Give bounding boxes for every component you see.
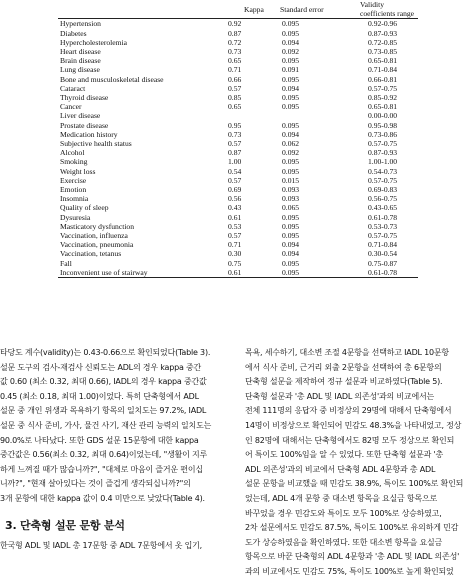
text-line: 타당도 계수(validity)는 0.43-0.66으로 확인되었다(Table 3).: [0, 348, 211, 357]
table-row: [58, 102, 418, 111]
row-label: Diabetes: [60, 28, 87, 38]
kappa-value: 0.92: [228, 19, 242, 29]
table-row: [58, 167, 418, 176]
standard-error-value: 0.095: [280, 268, 356, 278]
validity-range-value: 1.00-1.00: [368, 157, 398, 167]
table-row: [58, 176, 418, 185]
table-row: [58, 185, 418, 194]
text-line: 설문 도구의 검사-재검사 신뢰도는 ADL의 경우 kappa 중간: [0, 362, 202, 372]
kappa-value: 0.69: [228, 185, 242, 195]
table-row: [58, 231, 418, 240]
table-row: [58, 157, 418, 166]
validity-range-value: 0.72-0.85: [368, 37, 398, 47]
kappa-value: 0.95: [228, 120, 242, 130]
validity-range-value: 0.95-0.98: [368, 120, 398, 130]
table-row: [58, 203, 418, 212]
standard-error-value: 0.095: [282, 74, 300, 84]
validity-range-value: 0.30-0.54: [368, 249, 398, 259]
table-row: [58, 121, 418, 130]
kappa-value: 0.73: [228, 129, 242, 139]
validity-range-value: 0.75-0.87: [368, 258, 398, 268]
kappa-value: 0.57: [228, 231, 242, 241]
standard-error-value: 0.062: [282, 139, 300, 149]
kappa-value: 0.73: [228, 47, 242, 57]
validity-range-value: 0.71-0.84: [368, 65, 398, 75]
validity-table-container: [58, 0, 418, 278]
text-line: 값 0.60 (최소 0.32, 최대 0.66), IADL의 경우 kappa 중간값: [0, 377, 207, 387]
header-item: [58, 0, 226, 19]
kappa-value: [226, 111, 280, 120]
kappa-value: 0.87: [228, 28, 242, 38]
kappa-value: 0.30: [228, 249, 242, 259]
text-line: 인 82명에 대해서는 단축형에서도 82명 모두 정상으로 확인되: [245, 435, 455, 445]
text-line: 90.0%로 나타났다. 또한 GDS 설문 15문항에 대한 kappa: [0, 435, 199, 445]
validity-range-value: 0.65-0.81: [368, 102, 398, 112]
text-line: 단축형 설문을 제작하여 정규 설문과 비교하였다(Table 5).: [245, 377, 443, 387]
validity-range-value: 0.65-0.81: [368, 56, 398, 66]
table-row: [58, 259, 418, 268]
validity-range-value: 0.92-0.96: [368, 19, 398, 29]
standard-error-value: 0.092: [282, 148, 300, 158]
row-label: Smoking: [60, 157, 88, 167]
standard-error-value: 0.095: [282, 212, 300, 222]
text-line: 설문 중 개인 위생과 목욕하기 항목의 일치도는 97.2%, IADL: [0, 406, 207, 416]
kappa-value: 0.72: [228, 37, 242, 47]
table-row: [58, 75, 418, 84]
right-paragraph: [245, 346, 471, 580]
row-label: Hypercholesterolemia: [60, 37, 128, 47]
text-line: 니까?", "현재 살아있다는 것이 즐겁게 생각되십니까?"의: [0, 479, 191, 489]
kappa-value: 0.53: [228, 221, 242, 231]
kappa-value: 0.61: [226, 268, 280, 278]
standard-error-value: 0.095: [282, 56, 300, 66]
row-label: Masticatory dysfunction: [60, 221, 135, 231]
validity-range-value: 0.61-0.78: [368, 212, 398, 222]
validity-range-value: 0.73-0.85: [368, 47, 398, 57]
standard-error-value: 0.094: [282, 249, 300, 259]
row-label: Quality of sleep: [60, 203, 109, 213]
text-line: ADL 의존성'과의 비교에서 단축형 ADL 4문항과 총 ADL: [245, 464, 436, 474]
row-label: Vaccination, influenza: [60, 231, 128, 241]
row-label: Alcohol: [60, 148, 85, 158]
text-line: 과의 비교에서도 민감도 75%, 특이도 100%로 높게 확인되었: [245, 566, 454, 576]
header-standard-error: Standard error: [280, 0, 356, 19]
kappa-value: 0.66: [228, 74, 242, 84]
kappa-value: 0.57: [228, 175, 242, 185]
kappa-value: 0.71: [228, 65, 242, 75]
text-line: 목욕, 세수하기, 대소변 조절 4문항을 선택하고 IADL 10문항: [245, 348, 449, 357]
header-validity-range: Validity coefficients range: [356, 0, 418, 19]
table-row: [58, 130, 418, 139]
validity-range-value: 0.57-0.75: [368, 139, 398, 149]
standard-error-value: 0.093: [282, 185, 300, 195]
text-line: 한국형 ADL 및 IADL 총 17문항 중 ADL 7문항에서 옷 입기,: [0, 541, 202, 551]
standard-error-value: 0.094: [282, 129, 300, 139]
row-label: Vaccination, tetanus: [60, 249, 122, 259]
validity-range-value: 0.87-0.93: [368, 28, 398, 38]
standard-error-value: 0.094: [282, 240, 300, 250]
standard-error-value: 0.095: [282, 221, 300, 231]
kappa-value: 0.61: [228, 212, 242, 222]
standard-error-value: 0.015: [282, 175, 300, 185]
row-label: Brain disease: [60, 56, 101, 66]
table-row: [58, 240, 418, 249]
table-row: [58, 148, 418, 157]
kappa-value: 1.00: [228, 157, 242, 167]
kappa-value: 0.57: [228, 139, 242, 149]
text-line: 항목으로 바꾼 단축형의 ADL 4문항과 '총 ADL 및 IADL 의존성': [245, 552, 460, 562]
validity-range-value: 0.69-0.83: [368, 185, 398, 195]
table-row: [58, 268, 418, 278]
table-row: [58, 65, 418, 74]
row-label: Dysuresia: [60, 212, 91, 222]
text-line: 에서 식사 준비, 근거리 외출 2문항을 선택하여 총 6문항의: [245, 362, 442, 372]
kappa-value: 0.56: [228, 194, 242, 204]
table-row: [58, 213, 418, 222]
standard-error-value: 0.095: [282, 19, 300, 29]
table-header-row: [58, 0, 418, 19]
row-label: Subjective health status: [60, 139, 132, 149]
kappa-value: 0.65: [228, 102, 242, 112]
kappa-value: 0.75: [228, 258, 242, 268]
table-row: [58, 84, 418, 93]
left-paragraph-continued: [0, 539, 226, 554]
standard-error-value: 0.094: [282, 37, 300, 47]
standard-error-value: 0.095: [282, 28, 300, 38]
row-label: Thyroid disease: [60, 93, 109, 103]
kappa-value: 0.57: [228, 83, 242, 93]
text-line: 2차 설문에서도 민감도 87.5%, 특이도 100%로 유의하게 민감: [245, 523, 459, 533]
text-line: 었는데, ADL 4개 문항 중 대소변 항목을 요실금 항목으로: [245, 493, 438, 503]
table-row: [58, 249, 418, 258]
standard-error-value: 0.095: [282, 231, 300, 241]
row-label: Exercise: [60, 175, 87, 185]
row-label: Lung disease: [60, 65, 100, 75]
table-row: [58, 222, 418, 231]
text-line: 설문 문항을 비교했을 때 민감도 38.9%, 특이도 100%로 확인되: [245, 479, 464, 489]
validity-range-value: 0.71-0.84: [368, 240, 398, 250]
validity-range-value: 0.85-0.92: [368, 93, 398, 103]
text-line: 중간값은 0.56(최소 0.32, 최대 0.64)이었는데, "생활이 지루: [0, 450, 208, 460]
text-line: 하게 느껴질 때가 많습니까?", "대체로 마음이 즐거운 편이십: [0, 464, 203, 474]
table-row: [58, 38, 418, 47]
text-line: 전체 111명의 응답자 중 비정상의 29명에 대해서 단축형에서: [245, 406, 452, 416]
validity-range-value: 0.54-0.73: [368, 166, 398, 176]
validity-range-value: 0.43-0.65: [368, 203, 398, 213]
row-label: Weight loss: [60, 166, 96, 176]
table-row: [58, 194, 418, 203]
table-row: [58, 139, 418, 148]
row-label: Inconvenient use of stairway: [58, 268, 226, 278]
validity-range-value: 0.57-0.75: [368, 175, 398, 185]
row-label: Liver disease: [60, 111, 101, 121]
row-label: Fall: [60, 258, 72, 268]
text-line: 0.45 (최소 0.18, 최대 1.00)이었다. 특히 단축형에서 ADL: [0, 391, 199, 401]
validity-range-value: 0.57-0.75: [368, 231, 398, 241]
standard-error-value: [280, 111, 356, 120]
standard-error-value: 0.093: [282, 194, 300, 204]
standard-error-value: 0.091: [282, 65, 300, 75]
table-row: [58, 29, 418, 38]
row-label: Heart disease: [60, 47, 101, 57]
text-line: 바꾸었을 경우 민감도와 특이도 모두 100%로 상승하였고,: [245, 508, 442, 518]
validity-range-value: 0.66-0.81: [368, 74, 398, 84]
standard-error-value: 0.095: [282, 93, 300, 103]
text-line: 설문 중 식사 준비, 가사, 물건 사기, 재산 관리 능력의 일치도는: [0, 420, 212, 430]
text-line: 3개 문항에 대한 kappa 값이 0.4 미만으로 낮았다(Table 4).: [0, 493, 205, 503]
left-paragraph: [0, 346, 226, 507]
validity-range-value: 0.56-0.75: [368, 194, 398, 204]
kappa-value: 0.43: [228, 203, 242, 213]
row-label: Bone and musculoskeletal disease: [60, 74, 164, 84]
standard-error-value: 0.095: [282, 120, 300, 130]
validity-range-value: 0.00-0.00: [368, 111, 398, 121]
validity-table: [58, 0, 418, 278]
row-label: Prostate disease: [60, 120, 109, 130]
text-line: 어 특이도 100%임을 알 수 있었다. 또한 단축형 설문과 '총: [245, 450, 444, 460]
table-row: [58, 19, 418, 29]
right-text-column: [245, 346, 471, 580]
table-row: [58, 47, 418, 56]
section-title: 3. 단축형 설문 문항 분석: [5, 518, 125, 532]
row-label: Medication history: [60, 129, 118, 139]
kappa-value: 0.65: [228, 56, 242, 66]
kappa-value: 0.87: [228, 148, 242, 158]
header-kappa: Kappa: [226, 0, 280, 19]
standard-error-value: 0.095: [282, 258, 300, 268]
text-line: 단축형 설문과 '총 ADL 및 IADL 의존성'과의 비교에서는: [245, 391, 435, 401]
table-body: [58, 19, 418, 278]
kappa-value: 0.54: [228, 166, 242, 176]
table-row: [58, 93, 418, 102]
standard-error-value: 0.095: [282, 166, 300, 176]
left-text-column: [0, 346, 226, 554]
validity-range-value: 0.87-0.93: [368, 148, 398, 158]
row-label: Emotion: [60, 185, 87, 195]
row-label: Insomnia: [60, 194, 89, 204]
standard-error-value: 0.092: [282, 47, 300, 57]
standard-error-value: 0.095: [282, 102, 300, 112]
row-label: Cataract: [60, 83, 86, 93]
kappa-value: 0.85: [228, 93, 242, 103]
standard-error-value: 0.094: [282, 83, 300, 93]
row-label: Vaccination, pneumonia: [60, 240, 134, 250]
validity-range-value: 0.53-0.73: [368, 221, 398, 231]
standard-error-value: 0.095: [282, 157, 300, 167]
table-row: [58, 56, 418, 65]
validity-range-value: 0.57-0.75: [368, 83, 398, 93]
kappa-value: 0.71: [228, 240, 242, 250]
standard-error-value: 0.065: [282, 203, 300, 213]
validity-range-value: 0.73-0.86: [368, 129, 398, 139]
table-row: [58, 111, 418, 120]
row-label: Cancer: [60, 102, 82, 112]
text-line: 도가 상승하였음을 확인하였다. 또한 대소변 항목을 요실금: [245, 537, 443, 547]
validity-range-value: 0.61-0.78: [356, 268, 418, 278]
text-line: 14명이 비정상으로 확인되어 민감도 48.3%을 나타내었고, 정상: [245, 420, 462, 430]
row-label: Hypertension: [60, 19, 101, 29]
